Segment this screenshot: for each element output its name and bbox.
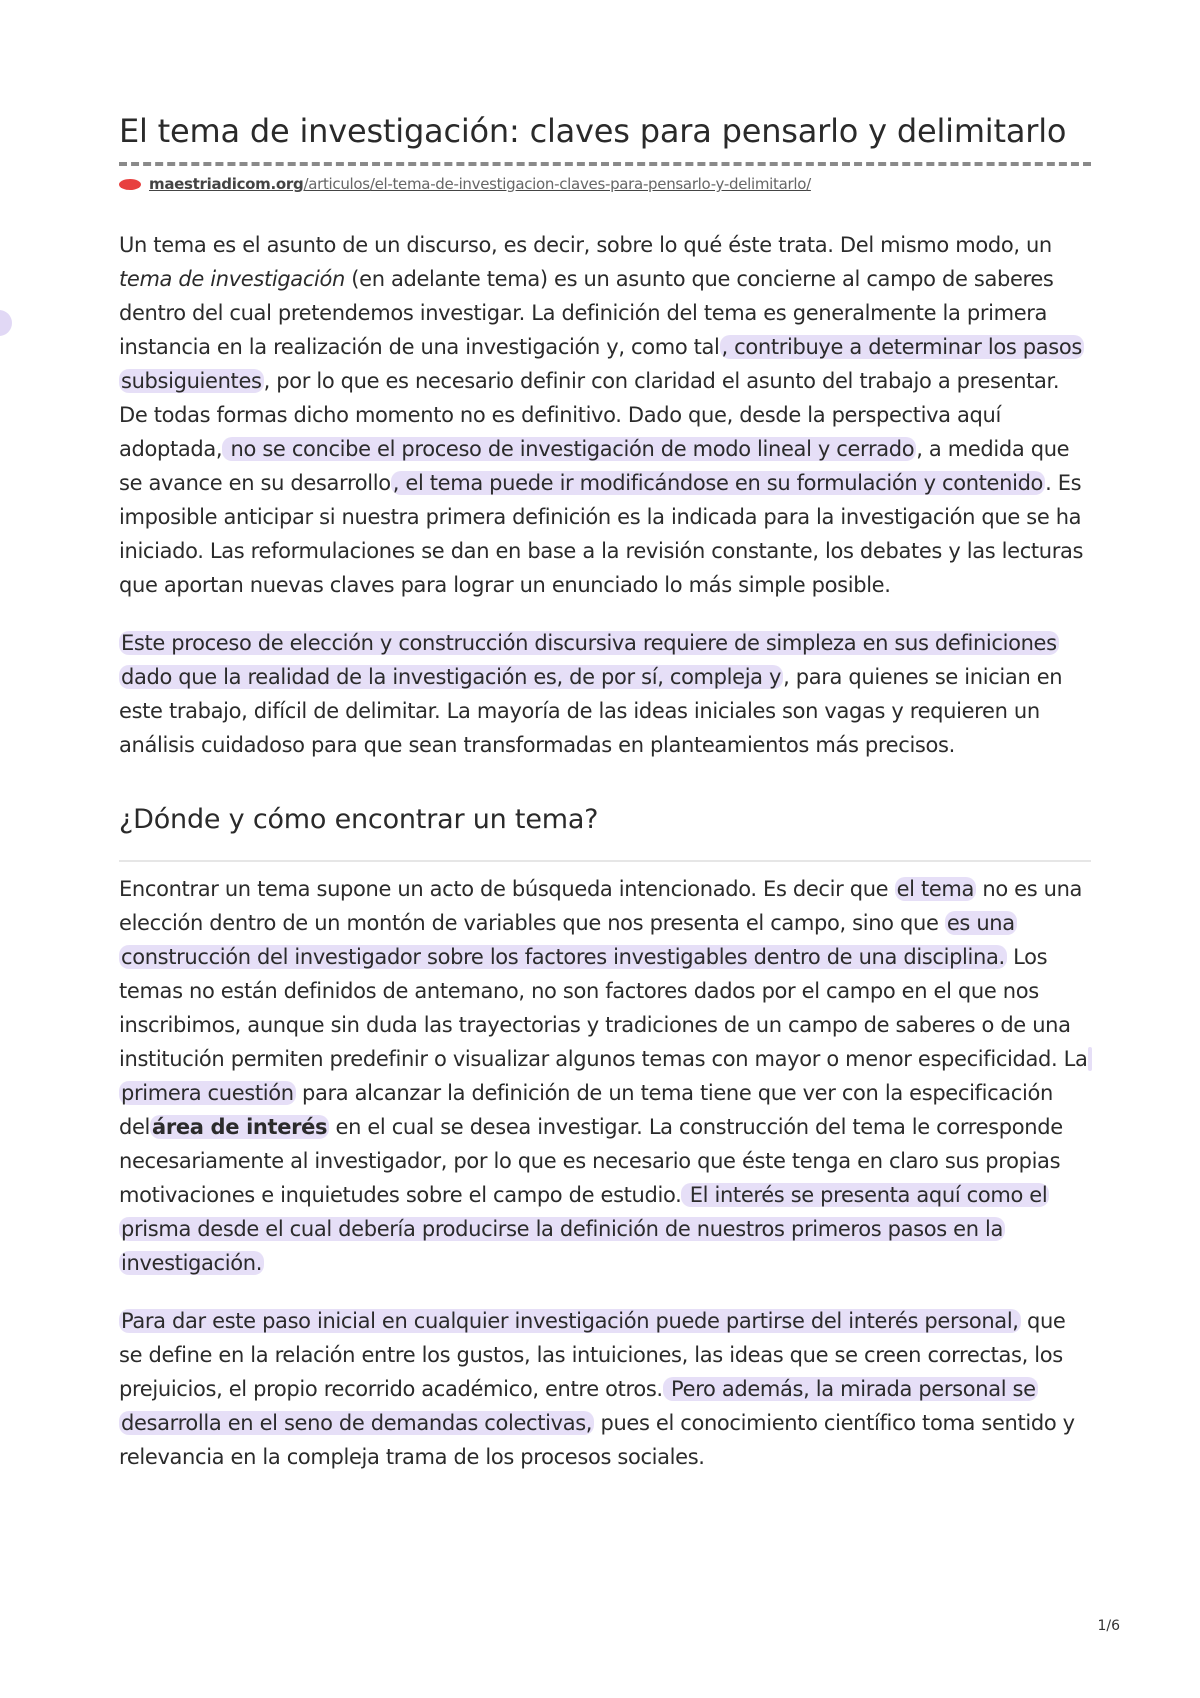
- text: . Es imposible anticipar si nuestra primera definición es la indicada para la investigación que se ha iniciado. Las reformulaciones se dan en base a la revisión constante, los debates y las lecturas que aportan nuevas claves para lograr un enunciado lo más simple posible.: [119, 471, 1084, 597]
- highlight-bold: área de interés: [152, 1115, 328, 1140]
- highlight: , el tema puede ir modificándose en su formulación y contenido: [392, 471, 1044, 495]
- highlight: Para dar este paso inicial en cualquier investigación puede partirse del interés personal,: [121, 1309, 1019, 1334]
- title-divider: [119, 162, 1091, 166]
- page-title: El tema de investigación: claves para pensarlo y delimitarlo: [119, 112, 1067, 150]
- text: (en adelante tema) es un asunto que concierne al campo de saberes dentro del cual pretendemos investigar. La definición del tema es generalmente la primera instancia en la realización de una investigación y, como tal: [119, 267, 1054, 359]
- highlight: no se concibe el proceso de investigación de modo lineal y cerrado: [224, 437, 915, 461]
- highlight: primera cuestión: [119, 1047, 1092, 1105]
- maestriadicom-logo-icon: [119, 179, 141, 190]
- text: Los temas no están definidos de antemano, no son factores dados por el campo en el que nos inscribimos, aunque sin duda las trayectorias y tradiciones de un campo de saberes o de una institución permiten predefinir o visualizar algunos temas con mayor o menor especificidad. La: [119, 945, 1088, 1072]
- text: pues el conocimiento científico toma sentido y relevancia en la compleja trama de los procesos sociales.: [119, 1411, 1075, 1470]
- source-link-row: [119, 174, 1091, 194]
- section-divider: [119, 860, 1091, 862]
- section-heading: ¿Dónde y cómo encontrar un tema?: [119, 804, 599, 835]
- highlight: es una construcción del investigador sobre los factores investigables dentro de una disciplina.: [121, 911, 1015, 970]
- text: , por lo que es necesario definir con claridad el asunto del trabajo a presentar. De todas formas dicho momento no es definitivo. Dado que, desde la perspectiva aquí adoptada,: [119, 369, 1060, 461]
- paragraph-intro: [119, 228, 1091, 602]
- highlight: Pero además, la mirada personal se desarrolla en el seno de demandas colectivas,: [121, 1377, 1036, 1436]
- highlight: , contribuye a determinar los pasos subsiguientes: [121, 335, 1082, 393]
- text: Encontrar un tema supone un acto de búsqueda intencionado. Es decir que: [119, 877, 895, 902]
- emphasis-text: tema de investigación: [119, 267, 345, 291]
- paragraph-finding-topic: [119, 872, 1091, 1280]
- source-domain: maestriadicom.org: [149, 175, 304, 193]
- text: en el cual se desea investigar. La construcción del tema le corresponde necesariamente al investigador, por lo que es necesario que éste tenga en claro sus propias motivaciones e inquietudes sobre el campo de estudio.: [119, 1115, 1063, 1208]
- source-path: /articulos/el-tema-de-investigacion-claves-para-pensarlo-y-delimitarlo/: [303, 175, 811, 193]
- page-number: 1/6: [1097, 1618, 1120, 1634]
- text: que se define en la relación entre los gustos, las intuiciones, las ideas que se creen correctas, los prejuicios, el propio recorrido académico, entre otros.: [119, 1309, 1066, 1402]
- highlight: el tema: [896, 877, 975, 902]
- paragraph-personal-interest: [119, 1304, 1091, 1474]
- text: no es una elección dentro de un montón de variables que nos presenta el campo, sino que: [119, 877, 1083, 936]
- text: para alcanzar la definición de un tema tiene que ver con la especificación del: [119, 1081, 1053, 1140]
- paragraph-simplicity: [119, 626, 1091, 762]
- article-page: [119, 110, 1091, 1474]
- text: , para quienes se inician en este trabajo, difícil de delimitar. La mayoría de las ideas iniciales son vagas y requieren un análisis cuidadoso para que sean transformadas en planteamientos más precisos.: [119, 665, 1063, 757]
- highlight-marker: [0, 310, 12, 336]
- text: Un tema es el asunto de un discurso, es decir, sobre lo qué éste trata. Del mismo modo, un: [119, 233, 1052, 257]
- highlight: El interés se presenta aquí como el prisma desde el cual debería producirse la definición de nuestros primeros pasos en la investigación.: [121, 1183, 1048, 1276]
- highlight: Este proceso de elección y construcción discursiva requiere de simpleza en sus definiciones dado que la realidad de la investigación es, de por sí, compleja y: [121, 631, 1057, 689]
- text: , a medida que se avance en su desarrollo: [119, 437, 1070, 495]
- source-link[interactable]: [149, 174, 811, 194]
